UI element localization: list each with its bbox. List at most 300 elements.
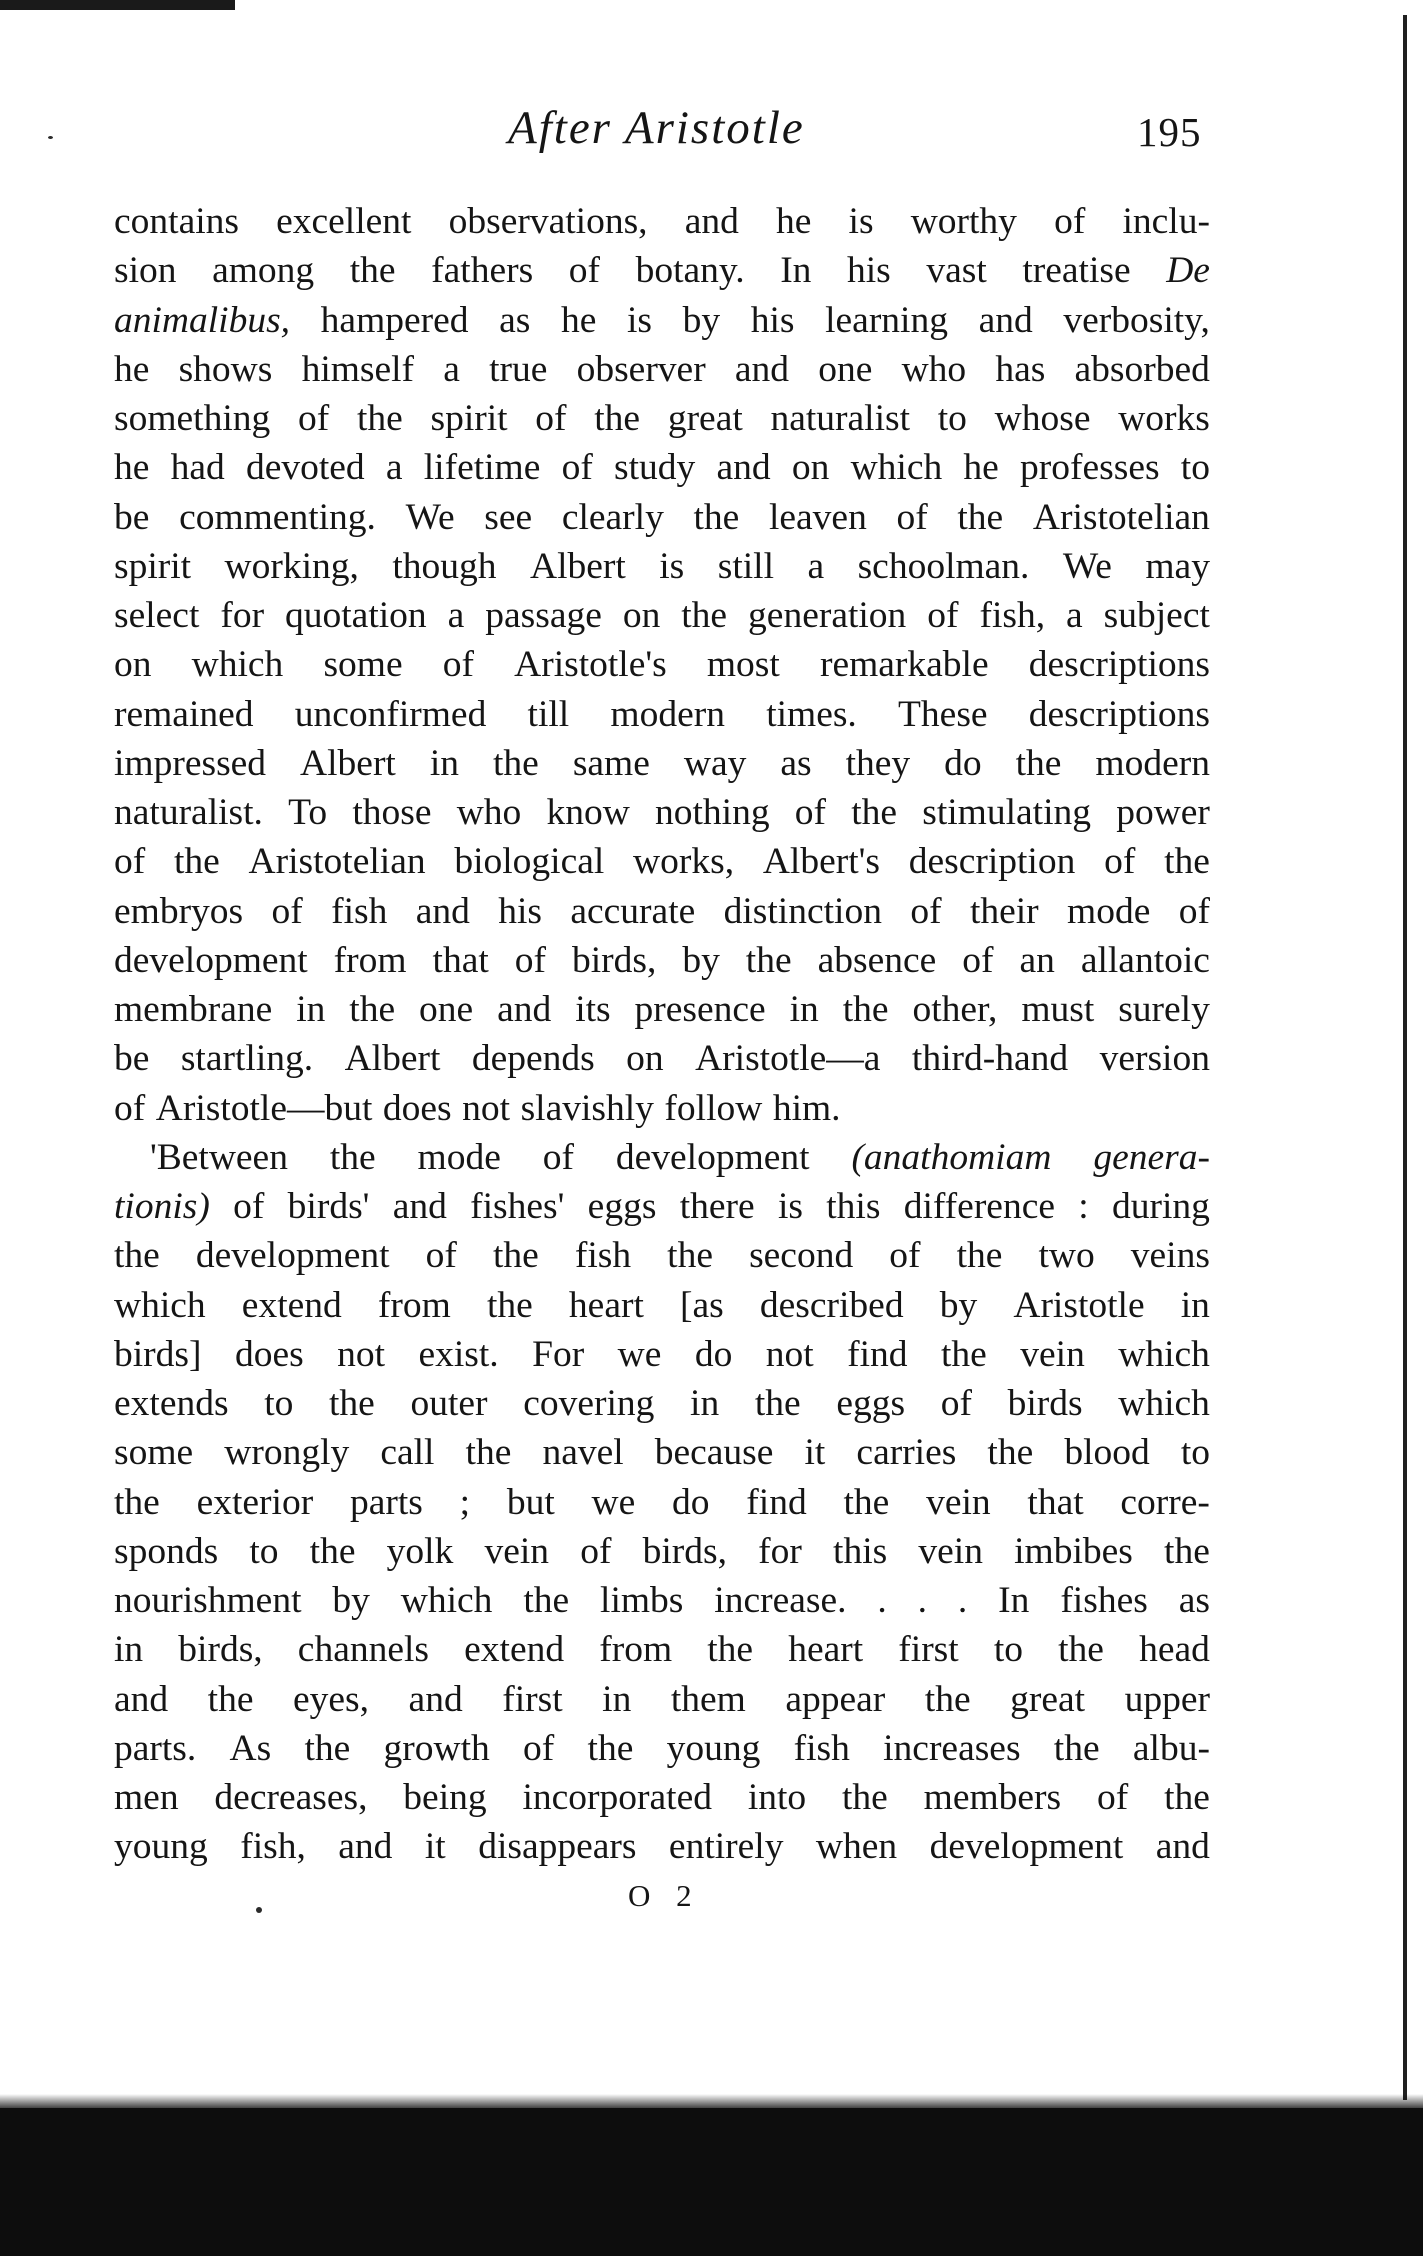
word: . (957, 1580, 968, 1621)
word: of (889, 1235, 921, 1277)
word: the (114, 1481, 160, 1523)
word: development (114, 939, 308, 981)
word: of (425, 1235, 457, 1277)
word: young (114, 1826, 208, 1868)
text-line (114, 394, 1210, 443)
word: way (683, 742, 747, 784)
word: modern (610, 693, 725, 735)
word: that (1027, 1481, 1084, 1523)
text-line (114, 246, 1210, 295)
word: fathers (431, 250, 534, 292)
word: birds' (287, 1186, 370, 1227)
word: had (170, 447, 225, 489)
word: professes (1020, 447, 1160, 489)
word: for (220, 595, 265, 636)
word: of (580, 1530, 612, 1572)
word: mode (417, 1136, 501, 1178)
word: in (789, 989, 819, 1030)
word: Aristotelian (1032, 496, 1210, 538)
word: heart (788, 1629, 864, 1671)
word: spirit (114, 545, 192, 587)
word: the (1164, 1530, 1210, 1572)
word: and (1155, 1826, 1210, 1868)
scan-edge-right (1403, 15, 1407, 2100)
word: true (489, 348, 548, 390)
word: who (456, 792, 522, 833)
word: the (465, 1432, 512, 1474)
word: the (356, 398, 403, 439)
word: observer (576, 348, 706, 390)
word: till (527, 693, 570, 735)
word: accurate (570, 890, 696, 932)
word: startling. (180, 1038, 314, 1080)
word: described (759, 1284, 904, 1326)
text-line (114, 591, 1210, 640)
word: description (908, 841, 1076, 883)
word: unconfirmed (294, 693, 487, 735)
word: be (114, 496, 150, 538)
word: the (329, 1383, 375, 1424)
word: extend (464, 1629, 565, 1671)
word: fish, (979, 595, 1046, 636)
word: hampered (320, 299, 469, 341)
word: remarkable (819, 644, 989, 686)
word: development (929, 1826, 1124, 1868)
text-line (114, 296, 1210, 345)
word: the (493, 742, 539, 784)
word: Aristotelian (248, 841, 426, 883)
word: it (424, 1826, 446, 1868)
word: times. (766, 693, 857, 735)
word: in (429, 742, 460, 784)
word: extend (241, 1284, 342, 1326)
word: vast (926, 250, 987, 292)
word: For (532, 1333, 585, 1375)
word: in (690, 1383, 720, 1424)
word: albu- (1132, 1727, 1210, 1769)
word: the (587, 1727, 634, 1769)
word: carries (856, 1432, 957, 1474)
word: heart (568, 1284, 644, 1326)
word: this (833, 1530, 888, 1572)
word: from (333, 939, 407, 981)
word: works (1118, 398, 1210, 439)
word: as (1178, 1580, 1210, 1621)
word: some (323, 644, 403, 686)
word: on (114, 644, 152, 686)
word: the (667, 1235, 713, 1277)
word: there (679, 1186, 755, 1227)
word: [as (680, 1284, 724, 1326)
word: those (352, 792, 432, 833)
word: one (419, 989, 474, 1030)
text-line (114, 1182, 1210, 1231)
word: but (506, 1481, 555, 1523)
word: and (684, 201, 739, 242)
word: the (329, 1136, 376, 1178)
word: subject (1103, 595, 1210, 636)
word: modern (1095, 742, 1210, 784)
word: and (716, 447, 771, 489)
text-line (114, 1625, 1210, 1674)
word: when (815, 1826, 898, 1868)
word: of (542, 1136, 574, 1178)
text-line (114, 1576, 1210, 1625)
word: he (114, 348, 150, 390)
word: embryos (114, 890, 244, 932)
word: wrongly (224, 1432, 350, 1474)
word: as (780, 742, 812, 784)
word: of (568, 250, 601, 292)
word: men (114, 1777, 179, 1818)
word: leaven (768, 496, 867, 538)
text-line (114, 1034, 1210, 1083)
word: its (575, 989, 611, 1030)
word: increases (883, 1727, 1021, 1769)
word: the (594, 398, 641, 439)
word: power (1116, 792, 1210, 833)
word: same (572, 742, 650, 784)
word: first (502, 1678, 563, 1720)
word: the (349, 250, 396, 292)
text-line (114, 1478, 1210, 1527)
word: animalibus, (114, 299, 291, 341)
word: depends (471, 1038, 595, 1080)
word: and (734, 348, 790, 390)
word: is (777, 1186, 803, 1227)
word: the (207, 1678, 254, 1720)
word: genera- (1093, 1136, 1210, 1178)
word: is (627, 299, 653, 341)
word: blood (1064, 1432, 1150, 1474)
word: on (791, 447, 830, 489)
word: and (114, 1678, 169, 1720)
word: other, (912, 989, 998, 1030)
word: parts (349, 1481, 423, 1523)
text-line (114, 887, 1210, 936)
word: during (1111, 1186, 1210, 1227)
word: study (614, 447, 696, 489)
word: growth (383, 1727, 490, 1769)
text-line (114, 345, 1210, 394)
word: biological (454, 841, 605, 883)
word: to (937, 398, 967, 439)
word: and (338, 1826, 393, 1868)
word: of (1096, 1777, 1129, 1818)
word: not (337, 1333, 386, 1375)
text-line (114, 1281, 1210, 1330)
word: from (377, 1284, 451, 1326)
word: and (408, 1678, 463, 1720)
word: (anathomiam (851, 1136, 1052, 1178)
word: which (850, 447, 943, 489)
word: works, (633, 841, 735, 883)
word: the (349, 989, 396, 1030)
word: naturalist (770, 398, 911, 439)
word: it (804, 1432, 826, 1474)
text-line (114, 1773, 1210, 1822)
word: descriptions (1028, 644, 1210, 686)
word: a (447, 595, 465, 636)
word: Albert (300, 742, 396, 784)
word: the (707, 1629, 754, 1671)
word: lifetime (423, 447, 541, 489)
word: appear (785, 1678, 886, 1720)
word: something (114, 398, 271, 439)
word: channels (297, 1629, 429, 1671)
word: yolk (386, 1530, 454, 1572)
text-line (114, 1724, 1210, 1773)
word: may (1145, 545, 1210, 587)
word: does (382, 1087, 452, 1129)
word: eggs (587, 1186, 657, 1227)
word: by (332, 1580, 370, 1621)
word: shows (178, 348, 273, 390)
word: of (794, 792, 827, 833)
word: by (682, 299, 721, 341)
word: upper (1124, 1678, 1210, 1720)
word: of (1178, 890, 1210, 932)
word: a (807, 545, 825, 587)
word: commenting. (179, 496, 376, 538)
word: As (229, 1727, 272, 1769)
word: do (944, 742, 982, 784)
word: stimulating (922, 792, 1091, 833)
word: of (297, 398, 330, 439)
word: to (1180, 447, 1210, 489)
word: eggs (836, 1383, 906, 1424)
word: the (1015, 742, 1062, 784)
text-line (114, 1330, 1210, 1379)
word: which (1118, 1383, 1210, 1424)
word: inclu- (1122, 201, 1210, 242)
word: fishes' (470, 1186, 565, 1227)
word: in (1180, 1284, 1210, 1326)
word: find (746, 1481, 807, 1523)
word: worthy (910, 201, 1017, 242)
word: head (1139, 1629, 1210, 1671)
word: into (747, 1777, 807, 1818)
word: of (523, 1727, 555, 1769)
word: whose (994, 398, 1091, 439)
word: in (296, 989, 326, 1030)
word: parts. (114, 1727, 197, 1769)
text-line (114, 690, 1210, 739)
word: being (403, 1777, 487, 1818)
word: tionis) (114, 1186, 210, 1227)
word: In (780, 250, 812, 292)
word: spirit (430, 398, 508, 439)
word: eyes, (293, 1678, 370, 1720)
word: the (940, 1333, 987, 1375)
word: membrane (114, 989, 273, 1030)
word: on (622, 595, 661, 636)
word: of (896, 496, 928, 538)
word: and (392, 1186, 447, 1227)
word: Albert (344, 1038, 441, 1080)
word: working, (224, 545, 359, 587)
word: Albert (530, 545, 626, 587)
word: contains (114, 201, 239, 242)
word: outer (410, 1383, 488, 1424)
word: he (114, 447, 150, 489)
word: the (842, 989, 889, 1030)
word: descriptions (1028, 693, 1210, 735)
text-line (114, 1379, 1210, 1428)
word: We (1062, 545, 1112, 587)
word: of (1104, 841, 1136, 883)
stray-mark (256, 1907, 262, 1913)
word: is (848, 201, 874, 242)
word: birds, (642, 1530, 727, 1572)
word: the (956, 1235, 1003, 1277)
text-line (114, 640, 1210, 689)
word: he (560, 299, 597, 341)
word: because (654, 1432, 774, 1474)
text-line (114, 1084, 1210, 1133)
word: the (114, 1235, 160, 1277)
word: devoted (245, 447, 365, 489)
word: the (309, 1530, 356, 1572)
word: observations, (448, 201, 648, 242)
word: of (114, 1087, 146, 1129)
word: great (667, 398, 743, 439)
word: the (1053, 1727, 1100, 1769)
word: see (484, 496, 533, 538)
word: sion (114, 250, 177, 292)
word: does (234, 1333, 304, 1375)
word: members (923, 1777, 1062, 1818)
word: entirely (668, 1826, 784, 1868)
word: the (523, 1580, 570, 1621)
word: exist. (418, 1333, 499, 1375)
word: absorbed (1074, 348, 1210, 390)
text-line (114, 542, 1210, 591)
word: fish (574, 1235, 632, 1277)
word: quotation (285, 595, 427, 636)
word: . (877, 1580, 887, 1621)
word: has (995, 348, 1046, 390)
word: extends (114, 1383, 229, 1424)
word: in (602, 1678, 632, 1720)
word: birds, (178, 1629, 263, 1671)
word: vein (918, 1530, 983, 1572)
word: the (1164, 841, 1210, 883)
word: his (750, 299, 795, 341)
word: decreases, (214, 1777, 368, 1818)
word: remained (114, 693, 254, 735)
word: the (1058, 1629, 1104, 1671)
word: excellent (276, 201, 412, 242)
word: himself (301, 348, 415, 390)
word: the (987, 1432, 1034, 1474)
word: a (443, 348, 460, 390)
word: still (717, 545, 775, 587)
word: mode (1067, 890, 1151, 932)
word: do (672, 1481, 710, 1523)
word: the (924, 1678, 971, 1720)
word: veins (1130, 1235, 1210, 1277)
text-line (114, 788, 1210, 837)
word: by (682, 939, 720, 981)
word: distinction (723, 890, 882, 932)
word: two (1038, 1235, 1095, 1277)
word: of (561, 447, 593, 489)
word: the (754, 1383, 801, 1424)
word: to (249, 1530, 279, 1572)
word: of (233, 1186, 265, 1227)
word: verbosity, (1063, 299, 1210, 341)
word: second (749, 1235, 854, 1277)
word: treatise (1022, 250, 1131, 292)
word: he (775, 201, 812, 242)
word: birds, (571, 939, 657, 981)
word: most (706, 644, 780, 686)
word: a (1066, 595, 1083, 636)
text-line (114, 936, 1210, 985)
word: them (670, 1678, 746, 1720)
word: the (842, 1777, 888, 1818)
word: call (380, 1432, 435, 1474)
word: as (499, 299, 531, 341)
word: vein (926, 1481, 991, 1523)
word: slavishly (520, 1087, 654, 1129)
word: not (462, 1087, 511, 1129)
page-number: 195 (1137, 109, 1202, 155)
word: navel (542, 1432, 624, 1474)
word: which (400, 1580, 493, 1621)
word: fish (793, 1727, 850, 1769)
word: allantoic (1080, 939, 1210, 981)
word: development (615, 1136, 810, 1178)
word: who (901, 348, 967, 390)
word: on (626, 1038, 664, 1080)
text-line (114, 1822, 1210, 1871)
word: of (442, 644, 474, 686)
word: impressed (114, 742, 267, 784)
word: birds (1007, 1383, 1083, 1424)
word: he (963, 447, 999, 489)
word: limbs (600, 1580, 684, 1621)
word: him. (772, 1087, 841, 1129)
word: Albert's (762, 841, 880, 883)
word: the (693, 496, 740, 538)
word: nothing (655, 792, 770, 833)
text-line (114, 1133, 1210, 1182)
text-line (114, 739, 1210, 788)
word: that (432, 939, 489, 981)
word: disappears (478, 1826, 637, 1868)
word: of (927, 595, 959, 636)
word: an (1019, 939, 1055, 981)
word: this (826, 1186, 881, 1227)
word: fish, (240, 1826, 306, 1868)
text-line (114, 1428, 1210, 1477)
word: for (758, 1530, 802, 1572)
word: incorporated (522, 1777, 712, 1818)
word: they (845, 742, 911, 784)
word: know (546, 792, 630, 833)
word: and (497, 989, 552, 1030)
word: exterior (196, 1481, 314, 1523)
word: follow (664, 1087, 763, 1129)
word: the (843, 1481, 890, 1523)
word: the (173, 841, 220, 883)
word: Aristotle—but (155, 1087, 373, 1129)
word: which (114, 1284, 206, 1326)
word: and (415, 890, 470, 932)
word: learning (825, 299, 948, 341)
